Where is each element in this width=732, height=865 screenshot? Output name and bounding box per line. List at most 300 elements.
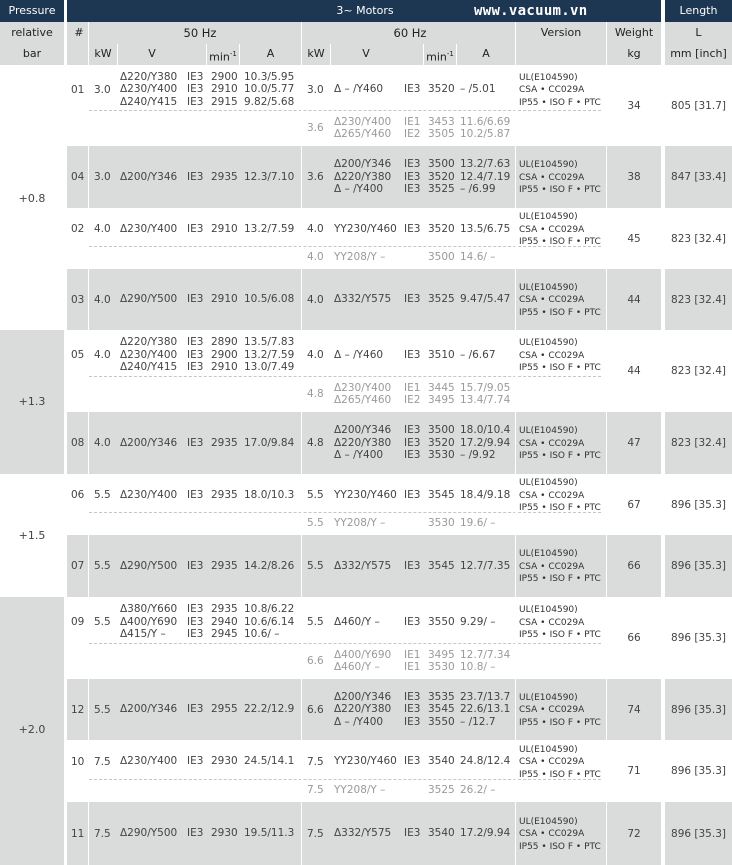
model-number: 11 xyxy=(71,827,85,840)
col-divider xyxy=(423,44,424,65)
voltage-60hz: Δ332/Y575 xyxy=(334,827,392,840)
current-60hz: 24.8/12.4 xyxy=(460,755,511,768)
speed-60hz: 3530 xyxy=(428,449,455,462)
version-line: UL(E104590) xyxy=(519,426,578,436)
subheader-l: L xyxy=(695,26,702,39)
subheader-a-50: A xyxy=(266,47,275,60)
voltage-60hz: Δ460/Y – xyxy=(334,615,380,628)
version-line: IP55 • ISO F • PTC xyxy=(519,769,601,780)
voltage-60hz: Δ220/Y380 xyxy=(334,170,392,183)
subheader-60hz: 60 Hz xyxy=(393,26,427,40)
voltage-50hz: Δ230/Y400 xyxy=(120,222,178,235)
voltage-60hz: YY230/Y460 xyxy=(334,222,397,235)
power-kw-60hz: 3.6 xyxy=(307,171,324,183)
alt-speed-60hz: 3495 xyxy=(428,648,455,661)
speed-50hz: 2930 xyxy=(211,755,238,768)
voltage-60hz: Δ332/Y575 xyxy=(334,293,392,306)
current-60hz: – /5.01 xyxy=(460,83,496,96)
efficiency-50hz: IE3 xyxy=(187,703,204,716)
current-50hz: 10.3/5.95 xyxy=(244,70,295,83)
subheader-a-60: A xyxy=(482,47,490,60)
subheader-weight: Weight xyxy=(614,26,654,39)
efficiency-60hz: IE3 xyxy=(404,615,421,628)
header-pressure-label: Pressure xyxy=(8,4,56,17)
voltage-50hz: Δ290/Y500 xyxy=(120,559,178,572)
alt-row-divider xyxy=(89,376,601,377)
voltage-50hz: Δ400/Y690 xyxy=(120,615,178,628)
version-line: UL(E104590) xyxy=(519,478,578,488)
voltage-50hz: Δ230/Y400 xyxy=(120,755,178,768)
alt-power-kw-60hz: 7.5 xyxy=(307,784,324,797)
efficiency-60hz: IE3 xyxy=(404,715,421,728)
speed-50hz: 2910 xyxy=(211,361,238,374)
col-divider xyxy=(117,44,118,65)
efficiency-60hz: IE3 xyxy=(404,348,421,361)
alt-speed-60hz: 3530 xyxy=(428,661,455,673)
current-50hz: 17.0/9.84 xyxy=(244,436,295,449)
alt-current-60hz: 10.2/5.87 xyxy=(460,128,511,140)
power-kw-60hz: 7.5 xyxy=(307,755,324,768)
model-number: 12 xyxy=(71,703,85,716)
version-line: IP55 • ISO F • PTC xyxy=(519,574,601,584)
efficiency-60hz: IE3 xyxy=(404,703,421,716)
efficiency-50hz: IE3 xyxy=(187,827,204,840)
speed-50hz: 2935 xyxy=(211,170,238,183)
current-50hz: 12.3/7.10 xyxy=(244,170,295,183)
efficiency-50hz: IE3 xyxy=(187,348,204,361)
voltage-60hz: Δ – /Y460 xyxy=(334,83,384,96)
power-kw-50hz: 4.0 xyxy=(94,437,111,449)
speed-50hz: 2955 xyxy=(211,703,238,716)
alt-row-divider xyxy=(89,643,601,644)
col-divider xyxy=(206,44,207,65)
current-60hz: 17.2/9.94 xyxy=(460,827,511,840)
alt-speed-60hz: 3525 xyxy=(428,784,455,797)
efficiency-50hz: IE3 xyxy=(187,559,204,572)
current-50hz: 24.5/14.1 xyxy=(244,755,295,768)
weight-kg: 72 xyxy=(627,827,641,840)
alt-current-60hz: 15.7/9.05 xyxy=(460,381,511,394)
efficiency-50hz: IE3 xyxy=(187,293,204,306)
model-number: 06 xyxy=(71,489,85,501)
power-kw-50hz: 5.5 xyxy=(94,560,111,572)
alt-voltage-60hz: Δ265/Y460 xyxy=(334,394,392,406)
power-kw-50hz: 4.0 xyxy=(94,349,111,361)
weight-kg: 45 xyxy=(627,232,641,245)
current-60hz: 9.29/ – xyxy=(460,615,496,628)
alt-voltage-60hz: Δ230/Y400 xyxy=(334,381,392,394)
length-mm: 896 [35.3] xyxy=(671,703,726,716)
version-line: CSA • CC029A xyxy=(519,224,585,235)
alt-speed-60hz: 3445 xyxy=(428,381,455,394)
power-kw-60hz: 4.0 xyxy=(307,223,324,235)
speed-60hz: 3540 xyxy=(428,827,455,840)
subheader-relative: relative xyxy=(11,26,53,39)
col-divider xyxy=(301,22,302,865)
speed-50hz: 2935 xyxy=(211,603,238,616)
speed-60hz: 3545 xyxy=(428,703,455,716)
current-50hz: 10.5/6.08 xyxy=(244,293,295,306)
voltage-60hz: Δ200/Y346 xyxy=(334,158,392,171)
power-kw-60hz: 3.0 xyxy=(307,83,324,96)
power-kw-50hz: 5.5 xyxy=(94,616,111,628)
current-60hz: 12.7/7.35 xyxy=(460,559,511,572)
efficiency-50hz: IE3 xyxy=(187,603,204,616)
power-kw-60hz: 5.5 xyxy=(307,489,324,501)
power-kw-60hz: 5.5 xyxy=(307,616,324,628)
speed-60hz: 3500 xyxy=(428,158,455,171)
efficiency-60hz: IE3 xyxy=(404,690,421,703)
speed-60hz: 3550 xyxy=(428,715,455,728)
current-50hz: 10.6/ – xyxy=(244,628,280,641)
speed-50hz: 2935 xyxy=(211,559,238,572)
voltage-60hz: Δ220/Y380 xyxy=(334,703,392,716)
speed-60hz: 3545 xyxy=(428,488,455,501)
subheader-min-50: $\min^{-1}$ xyxy=(209,50,237,64)
current-60hz: 18.0/10.4 xyxy=(460,424,511,437)
version-line: CSA • CC029A xyxy=(519,172,585,183)
col-divider xyxy=(330,44,331,65)
subheader-50hz: 50 Hz xyxy=(183,26,217,40)
current-50hz: 10.8/6.22 xyxy=(244,603,295,616)
voltage-50hz: Δ290/Y500 xyxy=(120,293,178,306)
current-60hz: 18.4/9.18 xyxy=(460,488,511,501)
efficiency-50hz: IE3 xyxy=(187,170,204,183)
version-line: IP55 • ISO F • PTC xyxy=(519,451,601,461)
current-60hz: – /12.7 xyxy=(460,715,496,728)
efficiency-50hz: IE3 xyxy=(187,222,204,235)
speed-60hz: 3520 xyxy=(428,222,455,235)
version-line: UL(E104590) xyxy=(519,744,578,755)
watermark-website: www.vacuum.vn xyxy=(474,3,588,19)
voltage-50hz: Δ290/Y500 xyxy=(120,827,178,840)
weight-kg: 34 xyxy=(627,99,641,112)
efficiency-60hz: IE3 xyxy=(404,424,421,437)
speed-60hz: 3510 xyxy=(428,348,455,361)
version-line: UL(E104590) xyxy=(519,816,578,827)
weight-kg: 71 xyxy=(627,765,641,777)
model-number: 07 xyxy=(71,560,85,572)
speed-50hz: 2940 xyxy=(211,615,238,628)
efficiency-60hz: IE3 xyxy=(404,827,421,840)
voltage-60hz: Δ – /Y400 xyxy=(334,715,384,728)
voltage-50hz: Δ380/Y660 xyxy=(120,603,178,616)
alt-voltage-60hz: Δ400/Y690 xyxy=(334,648,392,661)
power-kw-50hz: 3.0 xyxy=(94,83,111,96)
version-line: CSA • CC029A xyxy=(519,829,585,839)
alt-efficiency-60hz: IE1 xyxy=(404,381,421,394)
length-mm: 847 [33.4] xyxy=(671,171,726,183)
voltage-50hz: Δ200/Y346 xyxy=(120,703,178,716)
speed-50hz: 2910 xyxy=(211,293,238,306)
alt-efficiency-60hz: IE2 xyxy=(404,394,421,406)
model-number: 02 xyxy=(71,223,85,235)
speed-50hz: 2910 xyxy=(211,222,238,235)
alt-current-60hz: 13.4/7.74 xyxy=(460,394,511,406)
speed-50hz: 2900 xyxy=(211,348,238,361)
current-50hz: 22.2/12.9 xyxy=(244,703,295,716)
model-number: 01 xyxy=(71,83,85,96)
power-kw-60hz: 4.8 xyxy=(307,437,324,449)
efficiency-60hz: IE3 xyxy=(404,158,421,171)
alt-efficiency-60hz: IE1 xyxy=(404,661,421,673)
length-mm: 896 [35.3] xyxy=(671,765,726,777)
alt-voltage-60hz: Δ460/Y – xyxy=(334,661,380,673)
alt-current-60hz: 26.2/ – xyxy=(460,784,496,797)
efficiency-60hz: IE3 xyxy=(404,170,421,183)
current-60hz: 9.47/5.47 xyxy=(460,293,511,306)
efficiency-60hz: IE3 xyxy=(404,83,421,96)
efficiency-60hz: IE3 xyxy=(404,183,421,196)
alt-power-kw-60hz: 4.0 xyxy=(307,251,324,264)
efficiency-60hz: IE3 xyxy=(404,755,421,768)
header-length-label: Length xyxy=(679,4,718,17)
version-line: CSA • CC029A xyxy=(519,561,585,572)
voltage-60hz: Δ220/Y380 xyxy=(334,436,392,449)
version-line: UL(E104590) xyxy=(519,338,578,348)
subheader-min-60: $\min^{-1}$ xyxy=(426,50,454,64)
alt-row-divider xyxy=(89,779,601,780)
length-mm: 823 [32.4] xyxy=(671,293,726,306)
version-line: CSA • CC029A xyxy=(519,617,585,628)
version-line: IP55 • ISO F • PTC xyxy=(519,185,601,195)
speed-50hz: 2930 xyxy=(211,827,238,840)
speed-60hz: 3520 xyxy=(428,436,455,449)
weight-kg: 47 xyxy=(627,437,641,449)
voltage-50hz: Δ220/Y380 xyxy=(120,336,178,349)
header-motors-label: 3~ Motors xyxy=(336,4,394,17)
alt-current-60hz: 11.6/6.69 xyxy=(460,115,511,128)
current-50hz: 18.0/10.3 xyxy=(244,488,295,501)
alt-power-kw-60hz: 5.5 xyxy=(307,517,324,530)
efficiency-60hz: IE3 xyxy=(404,559,421,572)
alt-power-kw-60hz: 4.8 xyxy=(307,387,324,400)
version-line: IP55 • ISO F • PTC xyxy=(519,717,601,728)
voltage-50hz: Δ230/Y400 xyxy=(120,348,178,361)
voltage-60hz: Δ – /Y400 xyxy=(334,449,384,462)
version-line: CSA • CC029A xyxy=(519,295,585,305)
col-divider xyxy=(88,22,89,865)
model-number: 09 xyxy=(71,616,85,628)
weight-kg: 66 xyxy=(627,560,641,572)
alt-current-60hz: 10.8/ – xyxy=(460,661,496,673)
current-50hz: 13.0/7.49 xyxy=(244,361,295,374)
efficiency-50hz: IE3 xyxy=(187,361,204,374)
subheader-version: Version xyxy=(540,26,582,39)
voltage-50hz: Δ240/Y415 xyxy=(120,95,178,108)
version-line: IP55 • ISO F • PTC xyxy=(519,363,601,373)
current-60hz: – /6.67 xyxy=(460,348,496,361)
version-line: CSA • CC029A xyxy=(519,85,585,95)
current-50hz: 13.2/7.59 xyxy=(244,348,295,361)
length-mm: 823 [32.4] xyxy=(671,232,726,245)
voltage-60hz: YY230/Y460 xyxy=(334,488,397,501)
speed-50hz: 2915 xyxy=(211,95,238,108)
efficiency-50hz: IE3 xyxy=(187,83,204,96)
version-line: CSA • CC029A xyxy=(519,438,585,449)
voltage-60hz: YY230/Y460 xyxy=(334,755,397,768)
version-line: CSA • CC029A xyxy=(519,705,585,715)
version-line: IP55 • ISO F • PTC xyxy=(519,630,601,640)
alt-efficiency-60hz: IE1 xyxy=(404,115,421,128)
col-divider xyxy=(606,22,607,865)
length-mm: 823 [32.4] xyxy=(671,437,726,449)
version-line: UL(E104590) xyxy=(519,212,578,222)
speed-60hz: 3535 xyxy=(428,690,455,703)
col-divider xyxy=(239,44,240,65)
weight-kg: 74 xyxy=(627,703,641,716)
subheader-mm-inch: mm [inch] xyxy=(670,47,727,60)
alt-row-divider xyxy=(89,512,601,513)
alt-speed-60hz: 3505 xyxy=(428,128,455,140)
alt-speed-60hz: 3495 xyxy=(428,394,455,406)
power-kw-50hz: 3.0 xyxy=(94,171,111,183)
weight-kg: 38 xyxy=(627,171,641,183)
current-60hz: 23.7/13.7 xyxy=(460,690,511,703)
alt-row-divider xyxy=(89,246,601,247)
version-line: IP55 • ISO F • PTC xyxy=(519,237,601,247)
version-line: CSA • CC029A xyxy=(519,757,585,767)
col-divider xyxy=(456,44,457,65)
power-kw-60hz: 4.0 xyxy=(307,293,324,306)
weight-kg: 44 xyxy=(627,293,641,306)
efficiency-60hz: IE3 xyxy=(404,436,421,449)
model-number: 05 xyxy=(71,349,85,361)
pressure-value: +0.8 xyxy=(18,192,46,205)
version-line: UL(E104590) xyxy=(519,282,578,293)
alt-row-divider xyxy=(89,110,601,111)
version-line: IP55 • ISO F • PTC xyxy=(519,841,601,852)
speed-60hz: 3540 xyxy=(428,755,455,768)
power-kw-50hz: 7.5 xyxy=(94,755,111,768)
current-50hz: 14.2/8.26 xyxy=(244,559,295,572)
version-line: UL(E104590) xyxy=(519,72,578,83)
current-60hz: 22.6/13.1 xyxy=(460,703,511,716)
subheader-bar: bar xyxy=(22,47,42,60)
voltage-50hz: Δ220/Y380 xyxy=(120,70,178,83)
power-kw-60hz: 5.5 xyxy=(307,560,324,572)
weight-kg: 44 xyxy=(627,365,641,377)
version-line: CSA • CC029A xyxy=(519,490,585,501)
efficiency-50hz: IE3 xyxy=(187,95,204,108)
subheader-v-60: V xyxy=(362,47,370,60)
model-number: 08 xyxy=(71,437,85,449)
voltage-50hz: Δ230/Y400 xyxy=(120,83,178,96)
voltage-60hz: Δ200/Y346 xyxy=(334,424,392,437)
version-line: UL(E104590) xyxy=(519,692,578,703)
alt-speed-60hz: 3453 xyxy=(428,115,455,128)
speed-60hz: 3550 xyxy=(428,615,455,628)
alt-speed-60hz: 3530 xyxy=(428,517,455,530)
power-kw-50hz: 4.0 xyxy=(94,293,111,306)
speed-60hz: 3500 xyxy=(428,424,455,437)
speed-50hz: 2945 xyxy=(211,628,238,641)
pressure-value: +2.0 xyxy=(18,723,46,736)
speed-60hz: 3520 xyxy=(428,170,455,183)
voltage-50hz: Δ240/Y415 xyxy=(120,361,178,374)
power-kw-50hz: 4.0 xyxy=(94,223,111,235)
efficiency-50hz: IE3 xyxy=(187,336,204,349)
subheader-v-50: V xyxy=(148,47,156,60)
length-mm: 805 [31.7] xyxy=(671,99,726,112)
alt-power-kw-60hz: 6.6 xyxy=(307,654,324,667)
subheader-hash: # xyxy=(74,26,84,39)
alt-voltage-60hz: YY208/Y – xyxy=(334,251,386,264)
current-60hz: – /9.92 xyxy=(460,449,496,462)
version-line: IP55 • ISO F • PTC xyxy=(519,307,601,318)
current-50hz: 19.5/11.3 xyxy=(244,827,295,840)
version-line: UL(E104590) xyxy=(519,549,578,559)
alt-voltage-60hz: Δ265/Y460 xyxy=(334,128,392,140)
voltage-60hz: Δ200/Y346 xyxy=(334,690,392,703)
alt-power-kw-60hz: 3.6 xyxy=(307,121,324,134)
alt-current-60hz: 12.7/7.34 xyxy=(460,648,511,661)
efficiency-60hz: IE3 xyxy=(404,293,421,306)
version-line: CSA • CC029A xyxy=(519,350,585,361)
speed-50hz: 2935 xyxy=(211,436,238,449)
current-60hz: 17.2/9.94 xyxy=(460,436,511,449)
efficiency-60hz: IE3 xyxy=(404,488,421,501)
voltage-50hz: Δ200/Y346 xyxy=(120,170,178,183)
pressure-value: +1.3 xyxy=(18,395,46,408)
current-50hz: 10.6/6.14 xyxy=(244,615,295,628)
pressure-value: +1.5 xyxy=(18,529,46,542)
current-50hz: 10.0/5.77 xyxy=(244,83,295,96)
speed-60hz: 3520 xyxy=(428,83,455,96)
version-line: UL(E104590) xyxy=(519,605,578,615)
efficiency-50hz: IE3 xyxy=(187,488,204,501)
length-mm: 823 [32.4] xyxy=(671,365,726,377)
current-60hz: 13.5/6.75 xyxy=(460,222,511,235)
version-line: UL(E104590) xyxy=(519,160,578,170)
subheader-kw-60: kW xyxy=(307,47,325,60)
speed-50hz: 2900 xyxy=(211,70,238,83)
power-kw-60hz: 6.6 xyxy=(307,703,324,716)
current-50hz: 9.82/5.68 xyxy=(244,95,295,108)
speed-60hz: 3545 xyxy=(428,559,455,572)
alt-voltage-60hz: YY208/Y – xyxy=(334,784,386,797)
voltage-60hz: Δ332/Y575 xyxy=(334,559,392,572)
speed-50hz: 2935 xyxy=(211,488,238,501)
model-number: 04 xyxy=(71,171,85,183)
model-number: 10 xyxy=(71,755,85,768)
current-50hz: 13.5/7.83 xyxy=(244,336,295,349)
version-line: IP55 • ISO F • PTC xyxy=(519,503,601,513)
efficiency-50hz: IE3 xyxy=(187,436,204,449)
alt-speed-60hz: 3500 xyxy=(428,251,455,264)
current-60hz: 12.4/7.19 xyxy=(460,170,511,183)
length-mm: 896 [35.3] xyxy=(671,827,726,840)
alt-current-60hz: 14.6/ – xyxy=(460,251,496,264)
alt-efficiency-60hz: IE1 xyxy=(404,648,421,661)
model-number: 03 xyxy=(71,293,85,306)
efficiency-50hz: IE3 xyxy=(187,615,204,628)
version-line: IP55 • ISO F • PTC xyxy=(519,97,601,108)
speed-60hz: 3525 xyxy=(428,293,455,306)
current-60hz: – /6.99 xyxy=(460,183,496,196)
length-mm: 896 [35.3] xyxy=(671,632,726,644)
efficiency-50hz: IE3 xyxy=(187,70,204,83)
length-mm: 896 [35.3] xyxy=(671,560,726,572)
alt-current-60hz: 19.6/ – xyxy=(460,517,496,530)
subheader-kg: kg xyxy=(627,47,641,60)
efficiency-60hz: IE3 xyxy=(404,222,421,235)
alt-voltage-60hz: Δ230/Y400 xyxy=(334,115,392,128)
subheader-kw-50: kW xyxy=(94,47,112,60)
voltage-50hz: Δ200/Y346 xyxy=(120,436,178,449)
speed-50hz: 2910 xyxy=(211,83,238,96)
power-kw-50hz: 5.5 xyxy=(94,703,111,716)
